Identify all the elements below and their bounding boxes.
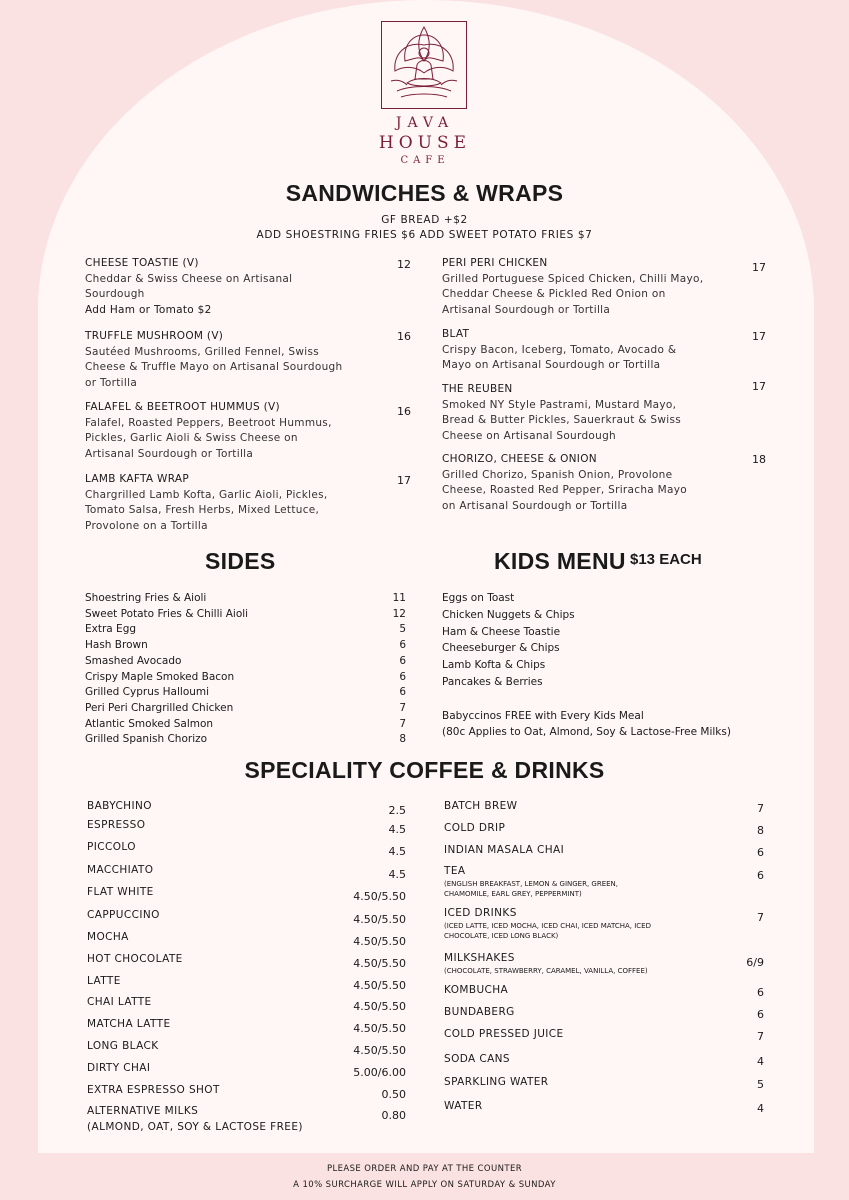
drink-price: 5 bbox=[757, 1078, 764, 1091]
kids-item-name: Ham & Cheese Toastie bbox=[442, 625, 561, 638]
side-item-name: Smashed Avocado bbox=[85, 654, 182, 667]
item-price: 17 bbox=[397, 474, 411, 487]
drink-price: 4.50/5.50 bbox=[353, 890, 406, 903]
drink-price: 5.00/6.00 bbox=[353, 1066, 406, 1079]
drink-item bbox=[444, 1100, 654, 1112]
drink-name: DIRTY CHAI bbox=[87, 1062, 151, 1074]
drink-price: 4.50/5.50 bbox=[353, 1044, 406, 1057]
gf-bread-note: GF BREAD +$2 bbox=[381, 214, 468, 226]
drink-note: (ICED LATTE, ICED MOCHA, ICED CHAI, ICED MATCHA, ICED CHOCOLATE, ICED LONG BLACK) bbox=[444, 922, 651, 940]
kids-item-name: Eggs on Toast bbox=[442, 592, 515, 604]
side-item-name: Crispy Maple Smoked Bacon bbox=[85, 670, 235, 683]
drink-note: (ALMOND, OAT, SOY & LACTOSE FREE) bbox=[87, 1121, 303, 1133]
footer-order-note: PLEASE ORDER AND PAY AT THE COUNTER bbox=[326, 1164, 523, 1174]
brand-line-3: CAFE bbox=[400, 155, 450, 166]
item-extra: Add Ham or Tomato $2 bbox=[85, 303, 212, 316]
item-name: LAMB KAFTA WRAP bbox=[85, 473, 189, 485]
drink-price: 6 bbox=[757, 846, 764, 859]
menu-item bbox=[85, 400, 347, 462]
drink-name: BATCH BREW bbox=[444, 800, 518, 812]
menu-item bbox=[85, 472, 347, 534]
drink-name: LATTE bbox=[87, 975, 121, 987]
item-description: Sautéed Mushrooms, Grilled Fennel, Swiss Cheese & Truffle Mayo on Artisanal Sourdough or Tortilla bbox=[85, 345, 343, 389]
coffee-title: SPECIALITY COFFEE & DRINKS bbox=[244, 757, 605, 783]
menu-item bbox=[85, 256, 347, 318]
menu-item bbox=[442, 327, 704, 374]
sides-title: SIDES bbox=[205, 548, 276, 574]
side-item-name: Grilled Spanish Chorizo bbox=[85, 733, 208, 746]
drink-item bbox=[444, 844, 654, 856]
drink-item bbox=[444, 800, 654, 812]
menu-item bbox=[442, 382, 704, 444]
drink-name: ESPRESSO bbox=[87, 819, 146, 831]
drink-price: 4.5 bbox=[388, 823, 406, 836]
item-price: 17 bbox=[752, 330, 766, 343]
side-item-price: 5 bbox=[399, 623, 406, 636]
drink-price: 0.50 bbox=[381, 1088, 406, 1101]
brand-line-1: JAVA bbox=[395, 115, 455, 131]
milk-surcharge-note: (80c Applies to Oat, Almond, Soy & Lactose-Free Milks) bbox=[442, 726, 731, 738]
drink-name: PICCOLO bbox=[87, 841, 136, 853]
drink-name: SPARKLING WATER bbox=[444, 1076, 549, 1088]
drink-price: 6/9 bbox=[746, 956, 764, 969]
drink-name: ALTERNATIVE MILKS bbox=[87, 1105, 199, 1117]
drink-price: 4.50/5.50 bbox=[353, 913, 406, 926]
lotus-goddess-logo-icon bbox=[381, 21, 467, 109]
footer-surcharge-note: A 10% SURCHARGE WILL APPLY ON SATURDAY & SUNDAY bbox=[293, 1180, 556, 1190]
drink-note: (CHOCOLATE, STRAWBERRY, CARAMEL, VANILLA, COFFEE) bbox=[444, 967, 648, 975]
drink-note: (ENGLISH BREAKFAST, LEMON & GINGER, GREEN, CHAMOMILE, EARL GREY, PEPPERMINT) bbox=[444, 880, 619, 898]
sandwiches-title: SANDWICHES & WRAPS bbox=[285, 180, 564, 206]
item-description: Cheddar & Swiss Cheese on Artisanal Sourdough bbox=[85, 272, 293, 301]
drink-name: MATCHA LATTE bbox=[87, 1018, 171, 1030]
drink-name: MOCHA bbox=[87, 931, 129, 943]
drink-item bbox=[444, 1028, 654, 1040]
item-price: 16 bbox=[397, 330, 411, 343]
drink-name: COLD DRIP bbox=[444, 822, 506, 834]
menu-panel bbox=[38, 0, 814, 1153]
item-price: 18 bbox=[752, 453, 766, 466]
drink-name: BABYCHINO bbox=[87, 800, 152, 812]
kids-menu-price: $13 EACH bbox=[630, 551, 702, 568]
drink-price: 6 bbox=[757, 986, 764, 999]
drink-name: ICED DRINKS bbox=[444, 907, 517, 919]
item-name: CHEESE TOASTIE (V) bbox=[85, 257, 199, 269]
drink-name: INDIAN MASALA CHAI bbox=[444, 844, 565, 856]
item-name: THE REUBEN bbox=[442, 383, 513, 395]
drink-name: CHAI LATTE bbox=[87, 996, 152, 1008]
side-item-name: Grilled Cyprus Halloumi bbox=[85, 686, 210, 699]
drink-name: EXTRA ESPRESSO SHOT bbox=[87, 1084, 220, 1096]
item-description: Smoked NY Style Pastrami, Mustard Mayo, Bread & Butter Pickles, Sauerkraut & Swiss Cheese on Artisanal Sourdough bbox=[442, 398, 682, 442]
drink-price: 4.50/5.50 bbox=[353, 935, 406, 948]
item-name: BLAT bbox=[442, 328, 470, 340]
side-item-name: Extra Egg bbox=[85, 623, 137, 636]
drink-price: 7 bbox=[757, 1030, 764, 1043]
side-item-name: Sweet Potato Fries & Chilli Aioli bbox=[85, 607, 249, 620]
drink-item bbox=[444, 865, 654, 899]
kids-item-name: Chicken Nuggets & Chips bbox=[442, 608, 575, 621]
drink-price: 4.5 bbox=[388, 845, 406, 858]
menu-item bbox=[85, 329, 347, 391]
item-description: Chargrilled Lamb Kofta, Garlic Aioli, Pickles, Tomato Salsa, Fresh Herbs, Mixed Lettuce, Provolone on a Tortilla bbox=[85, 488, 328, 532]
drink-price: 4 bbox=[757, 1055, 764, 1068]
side-item-price: 6 bbox=[399, 670, 406, 683]
drink-price: 8 bbox=[757, 824, 764, 837]
drink-price: 0.80 bbox=[381, 1109, 406, 1122]
drink-price: 6 bbox=[757, 1008, 764, 1021]
drink-price: 4.50/5.50 bbox=[353, 957, 406, 970]
side-item-price: 6 bbox=[399, 686, 406, 699]
drink-name: CAPPUCCINO bbox=[87, 909, 160, 921]
item-name: FALAFEL & BEETROOT HUMMUS (V) bbox=[85, 401, 280, 413]
drink-item bbox=[444, 984, 654, 996]
drink-item bbox=[444, 1006, 654, 1018]
side-item-price: 11 bbox=[392, 592, 406, 604]
item-description: Grilled Chorizo, Spanish Onion, Provolone Cheese, Roasted Red Pepper, Sriracha Mayo on Artisanal Sourdough or Tortilla bbox=[442, 468, 688, 512]
drink-name: SODA CANS bbox=[444, 1053, 510, 1065]
kids-item-name: Pancakes & Berries bbox=[442, 676, 543, 688]
drink-price: 7 bbox=[757, 911, 764, 924]
menu-item bbox=[442, 452, 704, 514]
side-item-price: 7 bbox=[399, 701, 406, 714]
side-item-name: Peri Peri Chargrilled Chicken bbox=[85, 701, 234, 714]
drink-price: 6 bbox=[757, 869, 764, 882]
drink-name: HOT CHOCOLATE bbox=[87, 953, 183, 965]
side-item-name: Shoestring Fries & Aioli bbox=[85, 592, 207, 604]
drink-item bbox=[444, 1076, 654, 1088]
brand-line-2: HOUSE bbox=[378, 133, 472, 153]
item-description: Crispy Bacon, Iceberg, Tomato, Avocado & Mayo on Artisanal Sourdough or Tortilla bbox=[442, 343, 677, 372]
kids-menu-title: KIDS MENU bbox=[494, 548, 626, 574]
drink-price: 7 bbox=[757, 802, 764, 815]
kids-item-name: Lamb Kofta & Chips bbox=[442, 659, 546, 672]
side-item-price: 6 bbox=[399, 639, 406, 652]
item-price: 16 bbox=[397, 405, 411, 418]
drink-item bbox=[444, 822, 654, 834]
drink-name: BUNDABERG bbox=[444, 1006, 515, 1018]
fries-addon-note: ADD SHOESTRING FRIES $6 ADD SWEET POTATO FRIES $7 bbox=[256, 229, 593, 241]
drink-name: COLD PRESSED JUICE bbox=[444, 1028, 564, 1040]
drink-name: MILKSHAKES bbox=[444, 952, 515, 964]
drink-price: 2.5 bbox=[388, 804, 406, 817]
side-item-price: 8 bbox=[399, 733, 406, 746]
drink-item bbox=[444, 907, 654, 941]
drink-name: LONG BLACK bbox=[87, 1040, 159, 1052]
drink-name: MACCHIATO bbox=[87, 864, 154, 876]
side-item-name: Hash Brown bbox=[85, 639, 148, 652]
side-item-price: 6 bbox=[399, 654, 406, 667]
kids-item-name: Cheeseburger & Chips bbox=[442, 642, 560, 655]
item-name: TRUFFLE MUSHROOM (V) bbox=[85, 330, 224, 342]
drink-item bbox=[444, 1053, 654, 1065]
babyccino-note: Babyccinos FREE with Every Kids Meal bbox=[442, 710, 644, 722]
item-description: Falafel, Roasted Peppers, Beetroot Hummus, Pickles, Garlic Aioli & Swiss Cheese on Artisanal Sourdough or Tortilla bbox=[85, 416, 332, 460]
menu-item bbox=[442, 256, 704, 318]
drink-item bbox=[444, 952, 654, 976]
drink-price: 4.5 bbox=[388, 868, 406, 881]
drink-price: 4.50/5.50 bbox=[353, 979, 406, 992]
drink-price: 4.50/5.50 bbox=[353, 1000, 406, 1013]
item-price: 12 bbox=[397, 258, 411, 271]
side-item-name: Atlantic Smoked Salmon bbox=[85, 717, 214, 730]
side-item-price: 12 bbox=[392, 607, 406, 620]
drink-name: TEA bbox=[444, 865, 466, 877]
drink-name: FLAT WHITE bbox=[87, 886, 154, 898]
side-item-price: 7 bbox=[399, 717, 406, 730]
drink-price: 4.50/5.50 bbox=[353, 1022, 406, 1035]
item-description: Grilled Portuguese Spiced Chicken, Chilli Mayo, Cheddar Cheese & Pickled Red Onion on Artisanal Sourdough or Tortilla bbox=[442, 272, 704, 316]
item-price: 17 bbox=[752, 380, 766, 393]
drink-name: KOMBUCHA bbox=[444, 984, 509, 996]
drink-price: 4 bbox=[757, 1102, 764, 1115]
item-price: 17 bbox=[752, 261, 766, 274]
item-name: CHORIZO, CHEESE & ONION bbox=[442, 453, 597, 465]
item-name: PERI PERI CHICKEN bbox=[442, 257, 548, 269]
drink-name: WATER bbox=[444, 1100, 483, 1112]
